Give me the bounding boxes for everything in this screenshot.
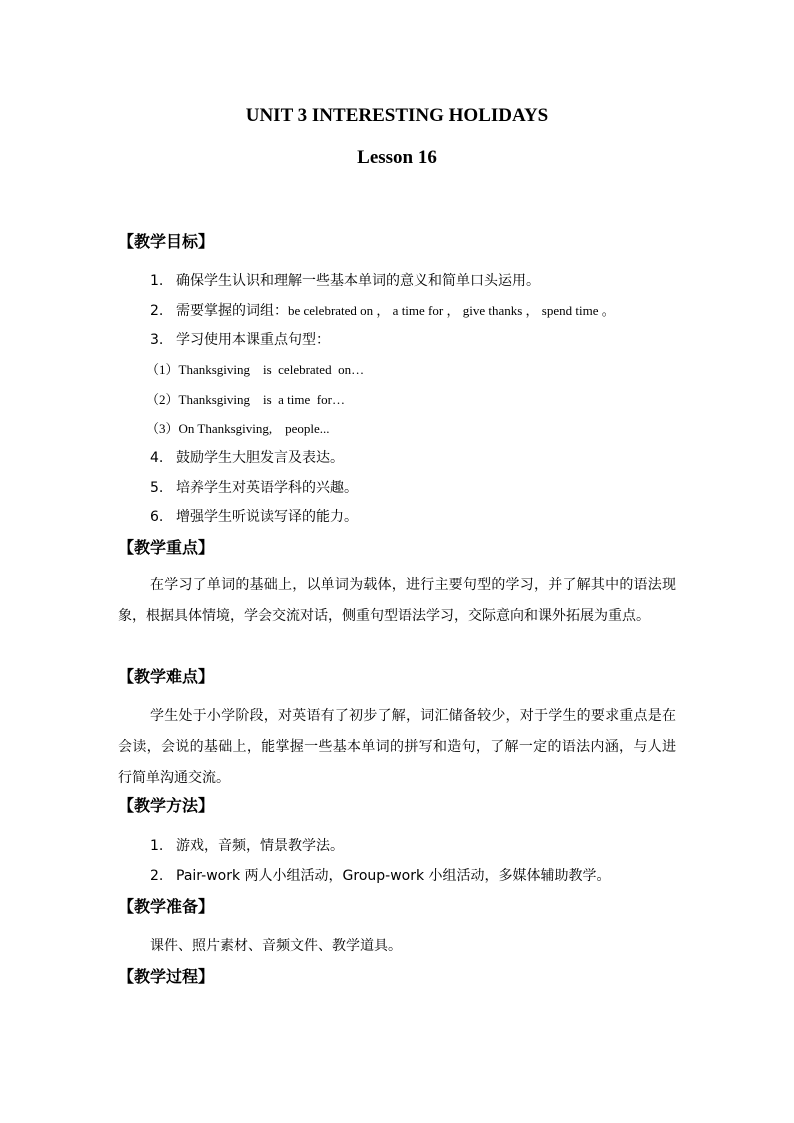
sentence-pattern-2: （2）Thanksgiving is a time for… (146, 392, 345, 407)
unit-title: UNIT 3 INTERESTING HOLIDAYS (245, 105, 549, 126)
key-points-heading: 【教学重点】 (118, 538, 215, 557)
objective-phrases: be celebrated on ， a time for ， give thanks ， spend time 。 (288, 303, 615, 318)
method-text: 游戏，音频，情景教学法。 (176, 838, 344, 854)
preparation-text: 课件、照片素材、音频文件、教学道具。 (150, 938, 402, 954)
objective-text: 培养学生对英语学科的兴趣。 (176, 480, 358, 496)
sentence-pattern-3: （3）On Thanksgiving, people... (146, 421, 330, 436)
objective-num: 4. (150, 450, 164, 466)
objective-text: 需要掌握的词组： (176, 303, 288, 319)
difficulties-heading: 【教学难点】 (118, 667, 215, 686)
method-item-2 (150, 866, 611, 886)
objective-item-5 (150, 478, 358, 498)
sentence-pattern-1: （1）Thanksgiving is celebrated on… (146, 362, 365, 377)
method-item-1 (150, 836, 344, 856)
objective-item-6 (150, 507, 358, 527)
objective-text: 学习使用本课重点句型： (176, 332, 330, 348)
method-num: 2. (150, 868, 164, 884)
process-heading: 【教学过程】 (118, 967, 215, 986)
objective-num: 2. (150, 303, 164, 319)
objective-item-4 (150, 448, 344, 468)
objective-num: 3. (150, 332, 164, 348)
objectives-heading: 【教学目标】 (118, 232, 215, 251)
methods-heading: 【教学方法】 (118, 796, 215, 815)
method-num: 1. (150, 838, 164, 854)
key-points-text: 在学习了单词的基础上，以单词为载体，进行主要句型的学习，并了解其中的语法现象，根据具体情境，学会交流对话，侧重句型语法学习，交际意向和课外拓展为重点。 (118, 577, 676, 624)
objective-num: 6. (150, 509, 164, 525)
objective-item-2 (150, 301, 615, 321)
objective-text: 增强学生听说读写译的能力。 (176, 509, 358, 525)
lesson-title: Lesson 16 (357, 147, 437, 168)
objective-text: 鼓励学生大胆发言及表达。 (176, 450, 344, 466)
difficulties-text: 学生处于小学阶段，对英语有了初步了解，词汇储备较少，对于学生的要求重点是在会读，会说的基础上，能掌握一些基本单词的拼写和造句，了解一定的语法内涵，与人进行简单沟通交流。 (118, 708, 676, 786)
objective-item-1 (150, 271, 540, 291)
objective-num: 5. (150, 480, 164, 496)
objective-text: 确保学生认识和理解一些基本单词的意义和简单口头运用。 (176, 273, 540, 289)
objective-num: 1. (150, 273, 164, 289)
objective-item-3 (150, 330, 330, 350)
preparation-heading: 【教学准备】 (118, 897, 215, 916)
method-text: Pair-work 两人小组活动，Group-work 小组活动，多媒体辅助教学。 (176, 868, 611, 884)
